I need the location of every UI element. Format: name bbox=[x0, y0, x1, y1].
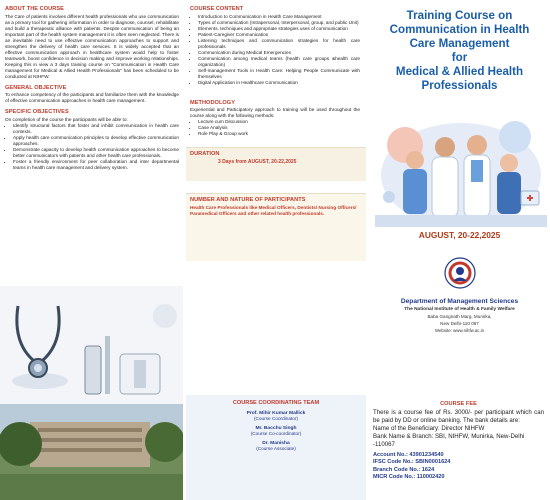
team-member-role: (Course Co-coordinator) bbox=[250, 431, 302, 436]
list-item: • Communication among medical teams (health care groups &health care organization) bbox=[198, 56, 360, 68]
list-item: • Identify structural factors that foster and inhibit communication in health care contexts. bbox=[13, 123, 179, 135]
list-item: • Communication during Medical Emergencies bbox=[198, 50, 360, 56]
title-line: Communication in Health bbox=[389, 23, 530, 36]
micr-code: MICR Code No.: 110002420 bbox=[373, 474, 445, 480]
department-name: Department of Management Sciences bbox=[400, 298, 519, 305]
methodology-list bbox=[190, 119, 360, 137]
course-content-heading: COURSE CONTENT bbox=[190, 6, 244, 12]
team-member-role: (Course Coordinator) bbox=[253, 416, 299, 421]
middle-panel bbox=[186, 0, 366, 395]
team-member-name: Mr. Bacchu Singh bbox=[255, 426, 297, 431]
participants-section bbox=[186, 193, 366, 261]
list-item: • Case Analysis bbox=[198, 125, 360, 131]
campus-photo bbox=[0, 404, 183, 500]
team-member-name: Dr. Manisha bbox=[262, 441, 290, 446]
specific-objectives-intro: On completion of the course the participants will be able to: bbox=[5, 116, 128, 122]
participants-text: Health Care Professionals like Medical Officers, Dentists/ Nursing Officers/ Paramedical Officers and other related health professionals. bbox=[190, 204, 357, 216]
course-title bbox=[369, 9, 550, 93]
methodology-heading: METHODOLOGY bbox=[190, 99, 235, 106]
title-line: Medical & Allied Health bbox=[395, 65, 524, 78]
branch-code: Branch Code No.: 1624 bbox=[373, 466, 435, 473]
list-item: • Digital Application in Healthcare Communication bbox=[198, 80, 360, 86]
medical-equipment-illustration bbox=[0, 286, 183, 406]
fee-heading: COURSE FEE bbox=[440, 401, 477, 407]
course-content-section bbox=[190, 6, 360, 86]
list-item: • Demonstrate capacity to develop health communication approaches to become better communicators with patients and other health care professionals. bbox=[13, 147, 179, 159]
team-member-role: (Course Associate) bbox=[256, 446, 296, 451]
general-objective-section bbox=[5, 85, 179, 105]
beneficiary: Name of the Beneficiary: Director NIHFW bbox=[373, 424, 485, 432]
duration-section bbox=[186, 147, 366, 181]
cover-panel bbox=[369, 0, 550, 395]
list-item: • Elements, techniques and appropriate strategies uses of communication bbox=[198, 26, 360, 32]
list-item: • Patient-Caregiver Communication bbox=[198, 32, 360, 38]
course-fee-section bbox=[369, 395, 550, 500]
website: Website: www.nihfw.ac.in bbox=[434, 328, 485, 333]
address-line-1: Baba Gangnath Marg, Munirka, bbox=[427, 314, 492, 319]
about-section bbox=[5, 6, 179, 80]
address-line-2: New Delhi-110 067 bbox=[440, 321, 479, 326]
bank-name: Bank Name & Branch: SBI, NIHFW, Munirka, New-Delhi -110067 bbox=[373, 432, 525, 448]
list-item: • Types of communication (Intrapersonal, Interpersonal, group, and public Unit) bbox=[198, 20, 360, 26]
about-heading: ABOUT THE COURSE bbox=[5, 6, 64, 12]
list-item: • Self-management Tools in Health Care: Helping People Communicate with themselves bbox=[198, 68, 360, 80]
title-line: Professionals bbox=[421, 79, 498, 92]
methodology-text: Experiential and Participatory approach to training will be used throughout the course along with the following methods: bbox=[190, 107, 360, 118]
list-item: • Lecture cum Discussion bbox=[198, 119, 360, 125]
specific-objectives-heading: SPECIFIC OBJECTIVES bbox=[5, 109, 69, 115]
team-member-name: Prof. Mihir Kumar Mallick bbox=[246, 411, 306, 416]
title-line: Care Management bbox=[409, 37, 510, 50]
ifsc-code: IFSC Code No.: SBIN0001624 bbox=[373, 459, 451, 465]
nihfw-logo-icon bbox=[443, 257, 477, 293]
list-item: • Introduction to Communication in Health Care Management bbox=[198, 14, 360, 20]
course-content-list bbox=[190, 14, 360, 86]
general-objective-heading: GENERAL OBJECTIVE bbox=[5, 84, 67, 91]
title-line: Training Course on bbox=[406, 9, 513, 22]
list-item: • Apply health care communication principles to develop effective communication approaches. bbox=[13, 135, 179, 147]
about-text: The Care of patients involves different health professionals who use communication as a primary tool for gathering information in order to diagnose, counsel, rehabilitate and build a therapeutic alliance with patients. Despite communication of being an important part of the health system management it is often seen neglected. There is an inevitable need to use effective communication approaches to support and strengthen the delivery of health care services. It is widely accepted that an effective communication approach in healthcare system would help to foster teamwork, boost confidence in decision making and improve working relationships. Keeping this in view a 3 days training course on "Communication in Health Care management for Medical & Allied Health Professionals" has been scheduled to be conducted at NIHFW. bbox=[5, 13, 179, 79]
team-heading: COURSE COORDINATING TEAM bbox=[232, 400, 320, 406]
methodology-section bbox=[190, 100, 360, 138]
title-line: for bbox=[451, 51, 468, 64]
duration-heading: DURATION bbox=[190, 151, 220, 157]
participants-heading: NUMBER AND NATURE OF PARTICIPANTS bbox=[190, 197, 306, 203]
specific-objectives-list bbox=[5, 123, 179, 171]
specific-objectives-section bbox=[5, 109, 179, 171]
institute-name: The National Institute of Health & Family Welfare bbox=[404, 307, 515, 312]
course-date: AUGUST, 20-22,2025 bbox=[418, 230, 501, 240]
list-item: • Role Play & Group work bbox=[198, 131, 360, 137]
list-item: • Foster a friendly environment for peer collaboration and inter departmental teams in health care management and delivery system. bbox=[13, 159, 179, 171]
account-number: Account No.: 43901234540 bbox=[373, 451, 444, 458]
duration-text: 3 Days from AUGUST, 20-22,2025 bbox=[218, 159, 297, 165]
general-objective-text: To enhance competency of the participants and familiarize them with the knowledge of effective communication approaches in health care management. bbox=[5, 92, 179, 103]
fee-text: There is a course fee of Rs. 3000/- per participant which can be paid by DD or online banking. The bank details are: bbox=[373, 408, 544, 424]
list-item: • Listening techniques and communication strategies for health care professionals bbox=[198, 38, 360, 50]
coordinating-team-section bbox=[186, 395, 366, 500]
healthcare-team-illustration bbox=[375, 105, 547, 227]
